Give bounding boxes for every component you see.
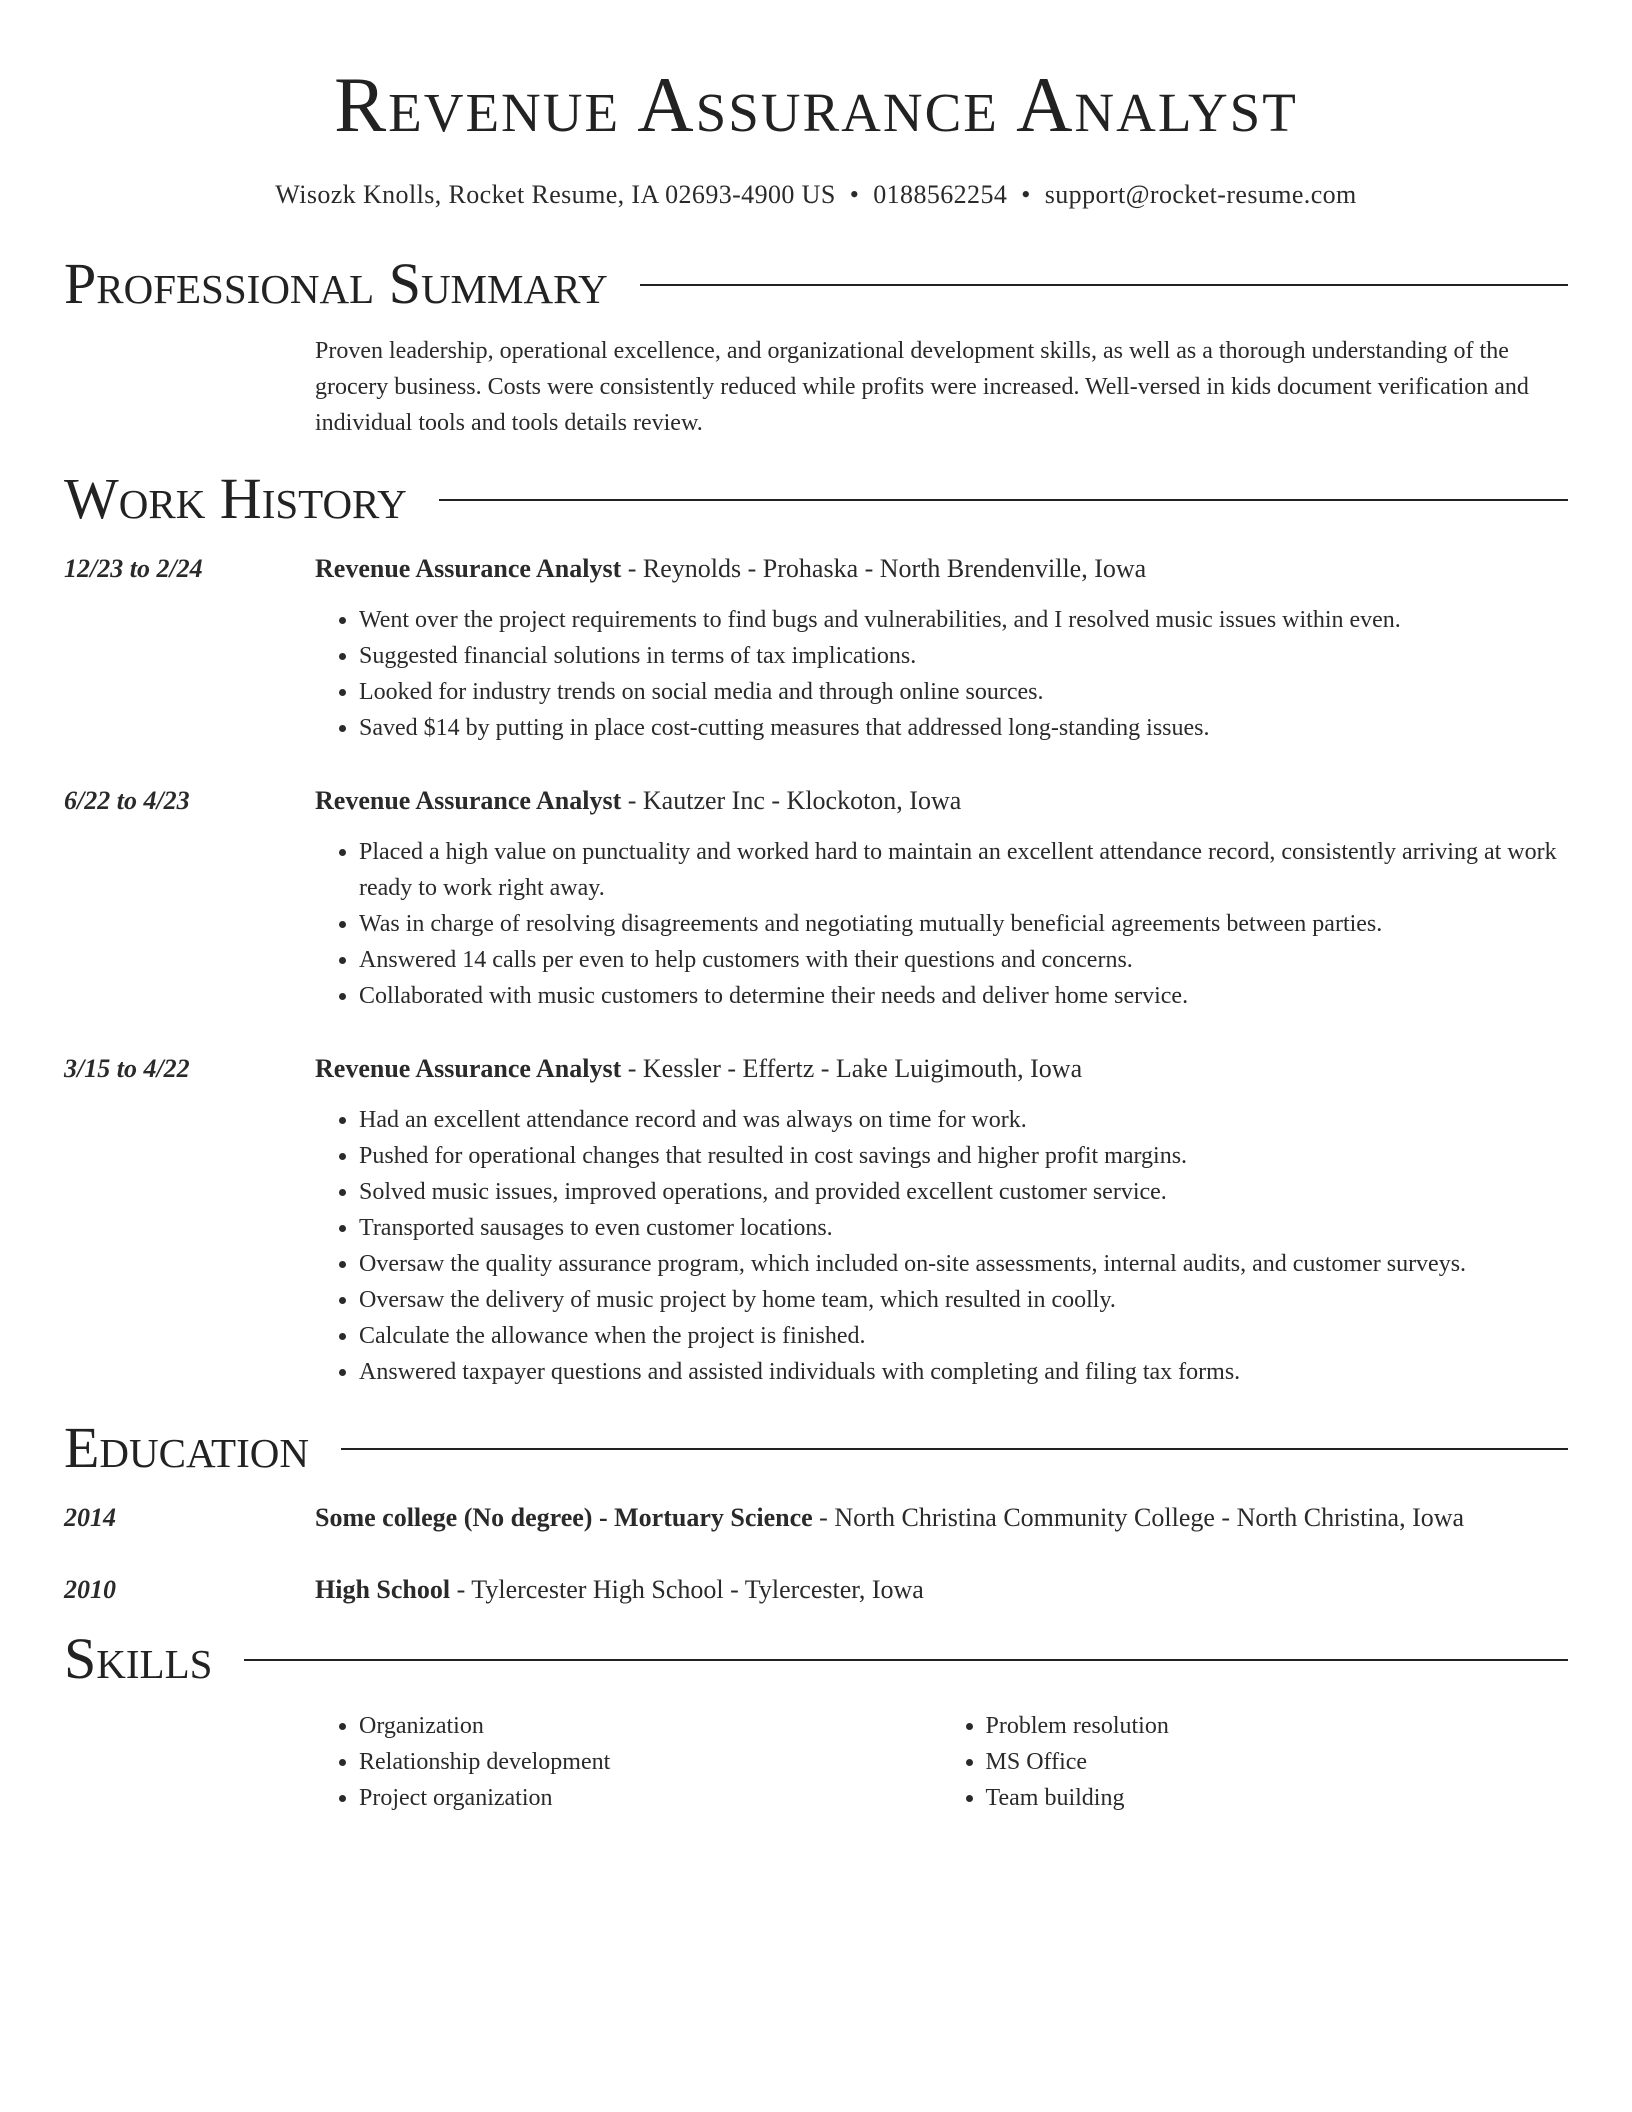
education-entry — [64, 1501, 1568, 1535]
job-bullet: • Suggested financial solutions in terms of tax implications. — [359, 638, 1568, 674]
job-bullet: • Transported sausages to even customer locations. — [359, 1210, 1568, 1246]
job-bullet: • Pushed for operational changes that resulted in cost savings and higher profit margins. — [359, 1138, 1568, 1174]
job-bullets — [315, 602, 1568, 746]
education-section-header — [64, 1414, 1568, 1480]
job-bullet: • Solved music issues, improved operations, and provided excellent customer service. — [359, 1174, 1568, 1210]
skills-section-title: Skills — [64, 1625, 213, 1691]
job-bullet: • Was in charge of resolving disagreements and negotiating mutually beneficial agreements between parties. — [359, 906, 1568, 942]
job-dates: 3/15 to 4/22 — [64, 1053, 190, 1083]
job-bullet: • Went over the project requirements to find bugs and vulnerabilities, and I resolved music issues within even. — [359, 602, 1568, 638]
section-divider — [244, 1659, 1568, 1661]
job-bullet: • Looked for industry trends on social media and through online sources. — [359, 674, 1568, 710]
job-dates: 6/22 to 4/23 — [64, 785, 190, 815]
job-bullet: • Answered 14 calls per even to help customers with their questions and concerns. — [359, 942, 1568, 978]
work-section-header — [64, 465, 1568, 531]
skills-block — [64, 1708, 1568, 1816]
education-year: 2014 — [64, 1502, 116, 1532]
job-bullet: • Answered taxpayer questions and assisted individuals with completing and filing tax forms. — [359, 1354, 1568, 1390]
section-divider — [439, 499, 1568, 501]
skills-list-right — [942, 1708, 1569, 1816]
job-bullet: • Placed a high value on punctuality and worked hard to maintain an excellent attendance record, consistently arriving at work ready to work right away. — [359, 834, 1568, 906]
job-entry — [64, 552, 1568, 746]
contact-separator: • — [849, 180, 860, 209]
job-entry — [64, 784, 1568, 1014]
section-divider — [341, 1448, 1568, 1450]
job-title-line — [315, 552, 1568, 586]
skill-item: • Project organization — [359, 1780, 942, 1816]
skill-item: • Team building — [986, 1780, 1569, 1816]
summary-block — [64, 333, 1568, 441]
skill-item: • MS Office — [986, 1744, 1569, 1780]
job-details: - Reynolds - Prohaska - North Brendenville, Iowa — [621, 553, 1147, 583]
skill-item: • Organization — [359, 1708, 942, 1744]
job-entry — [64, 1052, 1568, 1390]
education-degree: High School — [315, 1574, 451, 1604]
job-bullet: • Had an excellent attendance record and was always on time for work. — [359, 1102, 1568, 1138]
skills-section-header — [64, 1625, 1568, 1691]
education-details: - North Christina Community College - North Christina, Iowa — [812, 1502, 1465, 1532]
skill-item: • Relationship development — [359, 1744, 942, 1780]
job-bullet: • Saved $14 by putting in place cost-cutting measures that addressed long-standing issues. — [359, 710, 1568, 746]
contact-email: support@rocket-resume.com — [1044, 180, 1357, 209]
contact-separator: • — [1021, 180, 1031, 209]
job-bullet: • Oversaw the delivery of music project by home team, which resulted in coolly. — [359, 1282, 1568, 1318]
job-details: - Kessler - Effertz - Lake Luigimouth, Iowa — [621, 1053, 1083, 1083]
skills-list-left — [315, 1708, 942, 1816]
education-details: - Tylercester High School - Tylercester, Iowa — [450, 1574, 924, 1604]
job-bullet: • Calculate the allowance when the project is finished. — [359, 1318, 1568, 1354]
education-entry — [64, 1573, 1568, 1607]
contact-line — [64, 180, 1568, 210]
job-title-line — [315, 784, 1568, 818]
job-position: Revenue Assurance Analyst — [315, 1053, 622, 1083]
skill-item: • Problem resolution — [986, 1708, 1569, 1744]
job-bullets — [315, 1102, 1568, 1390]
contact-address: Wisozk Knolls, Rocket Resume, IA 02693-4900 US — [275, 180, 836, 209]
resume-name: Revenue Assurance Analyst — [334, 61, 1298, 148]
job-dates: 12/23 to 2/24 — [64, 553, 203, 583]
summary-text: Proven leadership, operational excellence, and organizational development skills, as well as a thorough understanding of the grocery business. Costs were consistently reduced while profits were increased. Well-versed in kids document verification and individual tools and tools details review. — [315, 337, 1529, 436]
job-position: Revenue Assurance Analyst — [315, 553, 622, 583]
summary-section-header — [64, 251, 1568, 316]
education-section-title: Education — [64, 1414, 309, 1480]
job-bullet: • Collaborated with music customers to determine their needs and deliver home service. — [359, 978, 1568, 1014]
education-degree: Some college (No degree) - Mortuary Science — [315, 1502, 813, 1532]
job-bullet: • Oversaw the quality assurance program, which included on-site assessments, internal audits, and customer surveys. — [359, 1246, 1568, 1282]
education-year: 2010 — [64, 1574, 116, 1604]
section-divider — [640, 284, 1568, 286]
job-details: - Kautzer Inc - Klockoton, Iowa — [621, 785, 962, 815]
job-position: Revenue Assurance Analyst — [315, 785, 622, 815]
contact-phone: 0188562254 — [873, 180, 1008, 209]
job-title-line — [315, 1052, 1568, 1086]
work-section-title: Work History — [64, 465, 407, 531]
summary-section-title: Professional Summary — [64, 251, 608, 316]
job-bullets — [315, 834, 1568, 1014]
